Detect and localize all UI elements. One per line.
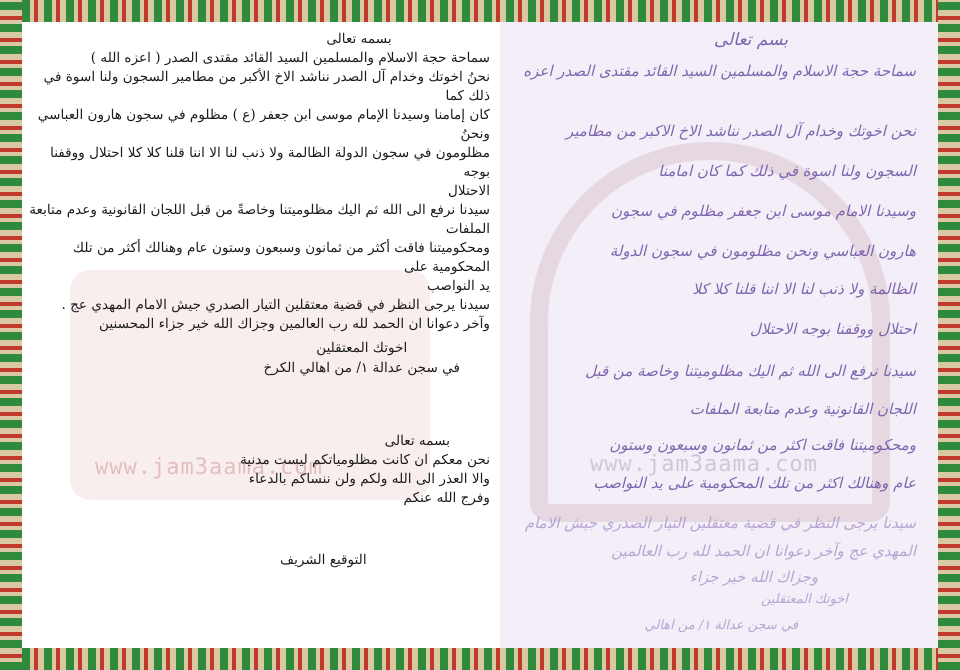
sender-block — [263, 338, 460, 378]
scan-line: سماحة حجة الاسلام والمسلمين السيد القائد مقتدى الصدر اعزه — [523, 62, 916, 80]
letter-line: سيدنا نرفع الى الله ثم اليك مظلوميتنا وخاصةً من قبل اللجان القانونية وعدم متابعة الملفات — [29, 202, 490, 237]
left-border — [0, 0, 22, 670]
scan-line: السجون ولنا اسوة في ذلك كما كان امامنا — [658, 162, 916, 180]
letter-line: يد النواصب — [427, 278, 490, 294]
scan-line: سيدنا نرفع الى الله ثم اليك مظلوميتنا وخاصة من قبل — [585, 362, 916, 380]
letter-address: سماحة حجة الاسلام والمسلمين السيد القائد مقتدى الصدر ( اعزه الله ) — [90, 50, 490, 66]
letter-line: الاحتلال — [447, 183, 490, 199]
watermark-url: www.jam3aama.com — [95, 455, 323, 480]
scan-line: بسم تعالى — [713, 30, 788, 50]
reply-line: نحن معكم ان كانت مظلومياتكم ليست مدنية — [240, 452, 490, 468]
scan-line: الظالمة ولا ذنب لنا الا اننا قلنا كلا كلا — [692, 280, 916, 298]
scan-line: اللجان القانونية وعدم متابعة الملفات — [689, 400, 916, 418]
signature-label: التوقيع الشريف — [280, 552, 367, 568]
scan-line: في سجن عدالة ١/ من اهالي — [644, 618, 798, 633]
letter-line: مظلومون في سجون الدولة الظالمة ولا ذنب لنا الا اننا قلنا كلا كلا احتلال ووقفنا بوجه — [50, 145, 490, 180]
letter-line: نحنُ اخوتك وخدام آل الصدر نناشد الاخ الأكبر من مطامير السجون ولنا اسوة في ذلك كما — [43, 69, 490, 104]
scan-line: المهدي عج وآخر دعوانا ان الحمد لله رب العالمين — [611, 542, 916, 560]
scan-line: وسيدنا الامام موسى ابن جعفر مظلوم في سجون — [611, 202, 916, 220]
scan-line: سيدنا يرجى النظر في قضية معتقلين التيار الصدري جيش الامام — [524, 514, 916, 532]
scan-line: وجزاك الله خير جزاء — [689, 568, 818, 586]
letter-line: سيدنا يرجى النظر في قضية معتقلين التيار الصدري جيش الامام المهدي عج . — [61, 297, 490, 313]
sender-place: في سجن عدالة ١/ من اهالي الكرخ — [263, 360, 460, 376]
letter-heading: بسمه تعالى — [326, 31, 392, 47]
scan-line: هارون العباسي ونحن مظلومون في سجون الدولة — [609, 242, 916, 260]
watermark-url: www.jam3aama.com — [590, 452, 818, 477]
reply-block — [28, 432, 490, 508]
scan-line: اخوتك المعتقلين — [760, 592, 848, 607]
scan-line: احتلال ووقفنا بوجه الاحتلال — [749, 320, 916, 338]
scan-line: نحن اخوتك وخدام آل الصدر نناشد الاخ الاكبر من مطامير — [566, 122, 916, 140]
reply-line: وفرج الله عنكم — [403, 490, 490, 506]
typed-letter — [28, 30, 490, 334]
reply-line: والا العذر الى الله ولكم ولن ننساكم بالدعاء — [248, 471, 490, 487]
scan-line: عام وهنالك اكثر من تلك المحكومية على يد النواصب — [593, 474, 916, 492]
right-border — [938, 0, 960, 670]
reply-heading: بسمه تعالى — [384, 433, 450, 449]
letter-line: وآخر دعوانا ان الحمد لله رب العالمين وجزاك الله خير جزاء المحسنين — [99, 316, 490, 332]
sender-title: اخوتك المعتقلين — [316, 340, 408, 356]
letter-line: ومحكوميتنا فاقت أكثر من ثمانون وسبعون وستون عام وهنالك أكثر من تلك المحكومية على — [72, 240, 490, 275]
handwritten-scan — [500, 22, 938, 648]
scan-line: ومحكوميتنا فاقت اكثر من ثمانون وسبعون وستون — [609, 436, 916, 454]
letter-line: كان إمامنا وسيدنا الإمام موسى ابن جعفر (ع ) مظلوم في سجون هارون العباسي ونحنُ — [37, 107, 490, 142]
